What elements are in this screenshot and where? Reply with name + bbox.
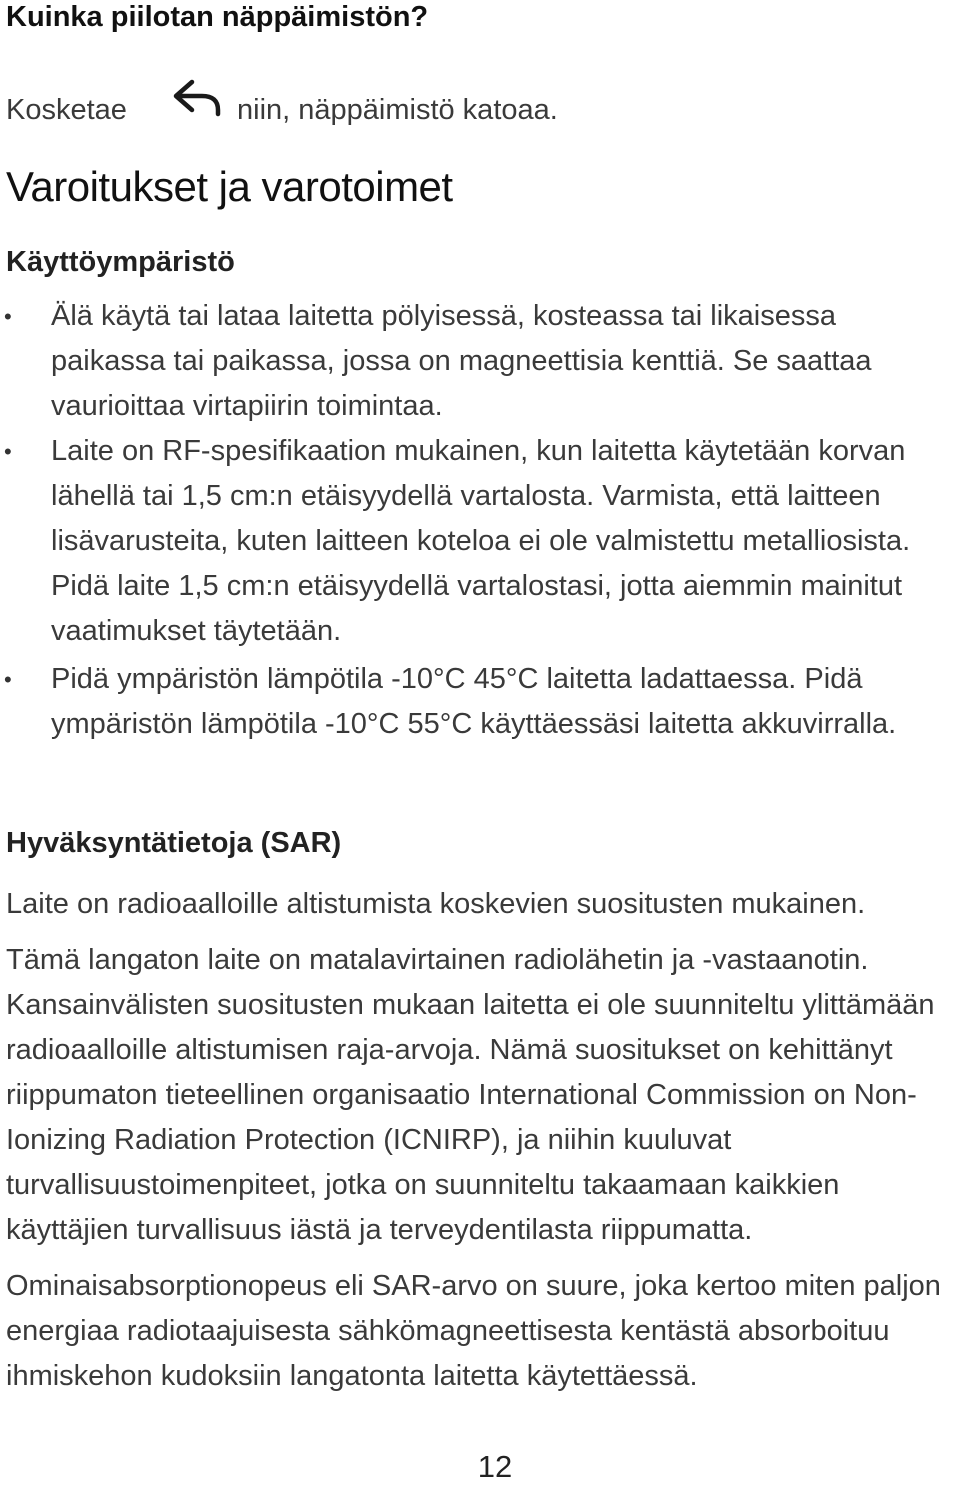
bullet-icon: • [4,304,12,329]
environment-bullet-list [0,294,960,792]
bullet-icon: • [4,439,12,464]
list-item-text: Laite on RF-spesifikaation mukainen, kun laitetta käytetään korvan lähellä tai 1,5 cm:n etäisyydellä vartalosta. Varmista, että laitteen lisävarusteita, kuten laitteen koteloa ei ole valmistettu metalliosista. Pidä laite 1,5 cm:n etäisyydellä vartalostasi, jotta aiemmin mainitut vaatimukset täytetään. [51,435,911,647]
instruction-text-after: niin, näppäimistö katoaa. [237,94,558,126]
sar-heading: Hyväksyntätietoja (SAR) [6,827,342,859]
hide-keyboard-instruction [6,86,558,134]
sar-paragraph: Laite on radioaalloille altistumista koskevien suositusten mukainen. [6,888,866,920]
back-arrow-icon [166,72,226,120]
bullet-icon: • [4,667,12,692]
sar-paragraph: Ominaisabsorptionopeus eli SAR-arvo on suure, joka kertoo miten paljon energiaa radiotaajuisesta sähkömagneettisesta kentästä absorboituu ihmiskehon kudoksiin langatonta laitetta käytettäessä. [6,1270,941,1392]
sar-paragraph: Tämä langaton laite on matalavirtainen radiolähetin ja -vastaanotin. Kansainvälisten suositusten mukaan laitetta ei ole suunniteltu ylittämään radioaalloille altistumisen raja-arvoja. Nämä suositukset on kehittänyt riippumaton tieteellinen organisaatio International Commission on Non-Ionizing Radiation Protection (ICNIRP), ja niihin kuuluvat turvallisuustoimenpiteet, jotka on suunniteltu takaamaan kaikkien käyttäjien turvallisuus iästä ja terveydentilasta riippumatta. [6,944,935,1246]
list-item [0,294,960,429]
instruction-text-before: Kosketae [6,94,127,126]
list-item-text: Pidä ympäristön lämpötila -10°C 45°C laitetta ladattaessa. Pidä ympäristön lämpötila -10°C 55°C käyttäessäsi laitetta akkuvirralla. [51,663,897,740]
list-item [0,657,960,792]
list-item [0,429,960,657]
environment-heading: Käyttöympäristö [6,246,235,278]
list-item-text: Älä käytä tai lataa laitetta pölyisessä, kosteassa tai likaisessa paikassa tai paikassa, jossa on magneettisia kenttiä. Se saattaa vaurioittaa virtapiirin toimintaa. [51,300,872,422]
warnings-title: Varoitukset ja varotoimet [6,163,453,210]
hide-keyboard-heading: Kuinka piilotan näppäimistön? [6,1,429,33]
page-number: 12 [477,1449,513,1484]
